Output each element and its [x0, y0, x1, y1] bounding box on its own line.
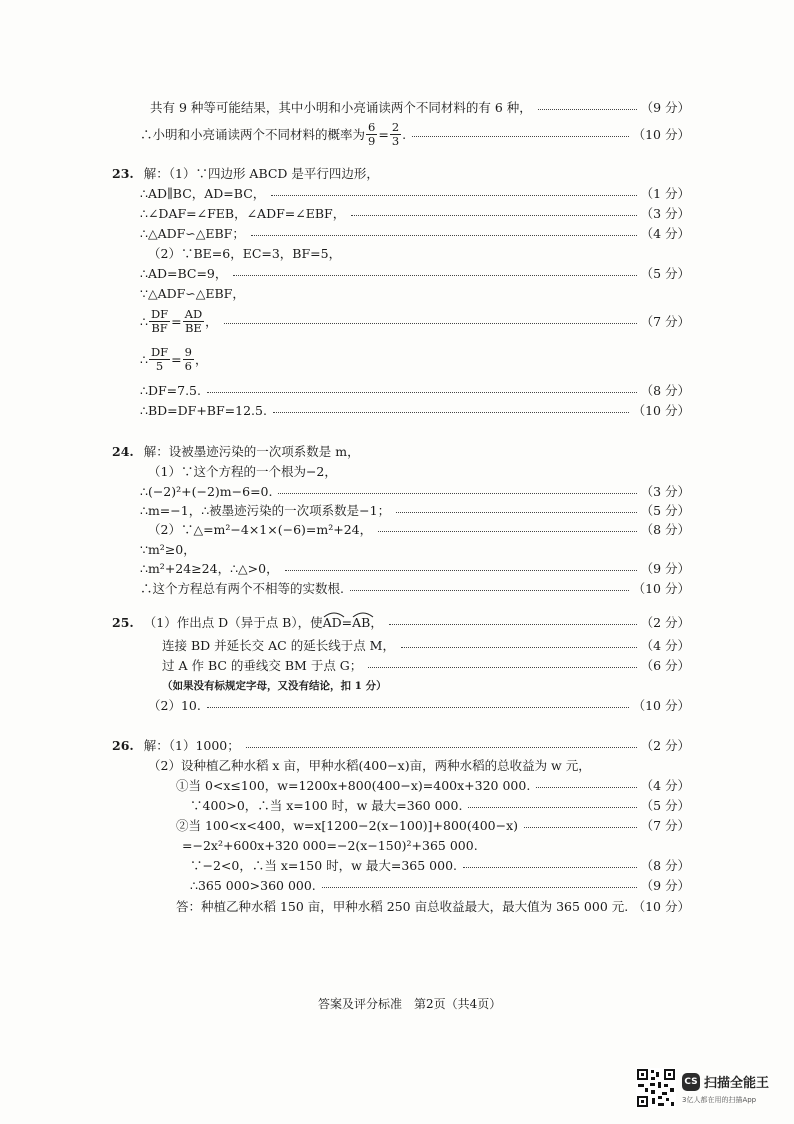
equals-sign: =: [171, 313, 182, 329]
fraction: [183, 308, 205, 335]
answer-text: （2）设种植乙种水稻 x 亩，甲种水稻(400−x)亩，两种水稻的总收益为 w 元，: [148, 758, 591, 773]
arc-mark-icon: [323, 610, 345, 618]
dot-leader: [396, 512, 636, 513]
qr-code-icon: [636, 1068, 676, 1108]
answer-text: ∴△ADF∽△EBF；: [140, 226, 245, 241]
answer-text: 解：（1）∵四边形 ABCD 是平行四边形，: [143, 166, 379, 181]
denominator: 9: [368, 133, 376, 148]
equals-sign: =: [341, 614, 353, 630]
answer-text: ∵−2<0，∴当 x=150 时，w 最大=365 000.: [190, 858, 457, 873]
denominator: 5: [155, 358, 164, 373]
answer-text: （2）10.: [148, 698, 201, 713]
numerator: DF: [150, 344, 169, 359]
answer-line: [190, 855, 690, 875]
score-label: （1 分）: [640, 186, 690, 201]
answer-line: [140, 539, 690, 559]
dot-leader: [351, 215, 636, 216]
answer-text: ∴m=−1，∴被墨迹污染的一次项系数是−1；: [140, 503, 391, 518]
dot-leader: [246, 747, 637, 748]
answer-line: [190, 795, 690, 815]
score-label: （3 分）: [640, 484, 690, 499]
score-label: （7 分）: [640, 314, 690, 329]
score-label: （5 分）: [640, 503, 690, 518]
score-label: （4 分）: [640, 226, 690, 241]
answer-line: [176, 775, 690, 795]
answer-line: [140, 223, 690, 243]
answer-line: [162, 655, 690, 675]
answer-text: 答：种植乙种水稻 150 亩，甲种水稻 250 亩总收益最大，最大值为 365 000 元.: [176, 899, 629, 914]
dot-leader: [463, 867, 637, 868]
answer-text: ∵m²≥0，: [140, 542, 196, 557]
answer-text: ∴AD∥BC，AD=BC，: [140, 186, 266, 201]
answer-text: （1）∵这个方程的一个根为−2，: [148, 464, 337, 479]
arc-mark-icon: [352, 610, 374, 618]
fraction-line: [140, 344, 690, 374]
question-25-header: [112, 612, 690, 632]
score-label: （10 分）: [632, 403, 690, 418]
therefore-symbol: ∴: [140, 313, 148, 329]
denominator: 3: [391, 133, 400, 148]
score-label: （8 分）: [640, 383, 690, 398]
answer-line: [182, 835, 690, 855]
question-number: 26.: [112, 737, 134, 753]
answer-text: ①当 0<x≤100，w=1200x+800(400−x)=400x+320 000.: [176, 778, 531, 793]
score-label: （4 分）: [640, 638, 690, 653]
question-number: 24.: [112, 443, 134, 459]
answer-line: [140, 400, 690, 420]
score-label: （2 分）: [640, 615, 690, 630]
cs-logo-icon: CS: [682, 1073, 700, 1091]
dot-leader: [401, 647, 637, 648]
numerator: 9: [184, 344, 192, 359]
deduction-note: [162, 675, 690, 695]
fraction: [390, 121, 401, 148]
answer-line: [140, 283, 690, 303]
answer-line: [140, 263, 690, 283]
dot-leader: [389, 624, 637, 625]
question-number: 25.: [112, 614, 134, 630]
score-label: （10 分）: [632, 581, 690, 596]
answer-line: [148, 461, 690, 481]
dot-leader: [285, 570, 637, 571]
answer-text: ②当 100<x<400，w=x[1200−2(x−100)]+800(400−x): [176, 818, 519, 833]
question-24-header: [112, 441, 690, 461]
dot-leader: [524, 827, 637, 828]
score-label: （9 分）: [640, 100, 690, 115]
answer-line: [176, 815, 690, 835]
dot-leader: [207, 392, 637, 393]
answer-text: 解：设被墨迹污染的一次项系数是 m，: [143, 444, 360, 459]
answer-text: ∴m²+24≥24，∴△>0，: [140, 561, 279, 576]
punctuation: ，: [370, 615, 383, 630]
fraction-line: [140, 306, 690, 336]
answer-text: （1）作出点 D（异于点 B），使: [143, 615, 323, 630]
answer-text: ∴这个方程总有两个不相等的实数根.: [140, 581, 344, 596]
answer-line: [140, 578, 690, 598]
score-label: （10 分）: [632, 899, 690, 914]
score-label: （10 分）: [632, 127, 690, 142]
dot-leader: [368, 667, 636, 668]
question-26-header: [112, 735, 690, 755]
answer-line: [148, 519, 690, 539]
score-label: （6 分）: [640, 658, 690, 673]
brand-name: 扫描全能王: [704, 1076, 770, 1091]
answer-line: [140, 558, 690, 578]
question-23-header: [112, 163, 690, 183]
score-label: （4 分）: [640, 778, 690, 793]
final-answer-line: [176, 896, 690, 916]
dot-leader: [224, 323, 637, 324]
arc-label: AD: [322, 614, 342, 630]
score-label: （5 分）: [640, 266, 690, 281]
answer-line: [140, 500, 690, 520]
denominator: BE: [184, 320, 202, 335]
answer-line: [140, 183, 690, 203]
arc-ad: [323, 615, 342, 630]
dot-leader: [350, 590, 629, 591]
arc-ab: [352, 615, 370, 630]
answer-text: ∵△ADF∽△EBF，: [140, 286, 245, 301]
numerator: AD: [184, 306, 203, 321]
denominator: BF: [151, 320, 168, 335]
dot-leader: [536, 787, 636, 788]
answer-line: [190, 875, 690, 895]
answer-text: ∴DF=7.5.: [140, 382, 201, 398]
answer-text: （2）∵△=m²−4×1×(−6)=m²+24，: [148, 522, 373, 537]
dot-leader: [468, 807, 636, 808]
dot-leader: [378, 531, 636, 532]
dot-leader: [251, 235, 637, 236]
answer-text: =−2x²+600x+320 000=−2(x−150)²+365 000.: [182, 837, 478, 853]
answer-text: 解：（1）1000；: [143, 738, 240, 753]
numerator: 6: [368, 119, 376, 134]
dot-leader: [207, 707, 629, 708]
score-label: （5 分）: [640, 798, 690, 813]
score-label: （2 分）: [640, 738, 690, 753]
numerator: 2: [391, 119, 400, 134]
answer-line: [140, 380, 690, 400]
question-number: 23.: [112, 165, 134, 181]
score-label: （7 分）: [640, 818, 690, 833]
fraction: [366, 121, 377, 148]
answer-text: ∴365 000>360 000.: [190, 877, 316, 893]
punctuation: ，: [205, 314, 218, 329]
score-label: （8 分）: [640, 858, 690, 873]
numerator: DF: [150, 306, 169, 321]
answer-line: [150, 97, 690, 117]
answer-text: ∴∠DAF=∠FEB，∠ADF=∠EBF，: [140, 206, 346, 221]
fraction: [149, 346, 170, 373]
dot-leader: [233, 275, 636, 276]
answer-text: ∴小明和小亮诵读两个不同材料的概率为: [140, 127, 366, 142]
score-label: （9 分）: [640, 878, 690, 893]
punctuation: .: [402, 126, 407, 142]
page-footer: 答案及评分标准 第2页（共4页）: [318, 997, 502, 1011]
dot-leader: [538, 109, 637, 110]
fraction: [149, 308, 170, 335]
answer-line: [162, 635, 690, 655]
denominator: 6: [184, 358, 192, 373]
equals-sign: =: [378, 126, 389, 142]
punctuation: ，: [194, 352, 208, 367]
probability-line: [140, 120, 690, 148]
dot-leader: [271, 195, 636, 196]
score-label: （8 分）: [640, 522, 690, 537]
answer-text: ∵400>0，∴当 x=100 时，w 最大=360 000.: [190, 798, 463, 813]
answer-line: [140, 481, 690, 501]
dot-leader: [273, 412, 629, 413]
answer-line: [148, 695, 690, 715]
brand-tagline: 3亿人都在用的扫描App: [682, 1096, 757, 1104]
answer-line: [148, 755, 690, 775]
answer-text: 过 A 作 BC 的垂线交 BM 于点 G；: [162, 658, 363, 673]
equals-sign: =: [171, 351, 182, 367]
score-label: （9 分）: [640, 561, 690, 576]
dot-leader: [322, 887, 637, 888]
answer-text: 共有 9 种等可能结果，其中小明和小亮诵读两个不同材料的有 6 种，: [150, 100, 532, 115]
answer-line: [140, 203, 690, 223]
scanner-brand: [682, 1072, 769, 1091]
note-text: （如果没有标规定字母，又没有结论，扣 1 分）: [162, 679, 387, 692]
fraction: [183, 346, 194, 373]
score-label: （10 分）: [632, 698, 690, 713]
answer-line: [148, 243, 690, 263]
therefore-symbol: ∴: [140, 351, 148, 367]
dot-leader: [412, 136, 628, 137]
answer-text: 连接 BD 并延长交 AC 的延长线于点 M，: [162, 638, 395, 653]
answer-text: ∴(−2)²+(−2)m−6=0.: [140, 483, 273, 499]
dot-leader: [278, 493, 636, 494]
score-label: （3 分）: [640, 206, 690, 221]
answer-text: ∴AD=BC=9，: [140, 266, 228, 281]
answer-text: （2）∵BE=6，EC=3，BF=5，: [148, 246, 342, 261]
answer-text: ∴BD=DF+BF=12.5.: [140, 402, 267, 418]
arc-label: AB: [352, 614, 371, 630]
